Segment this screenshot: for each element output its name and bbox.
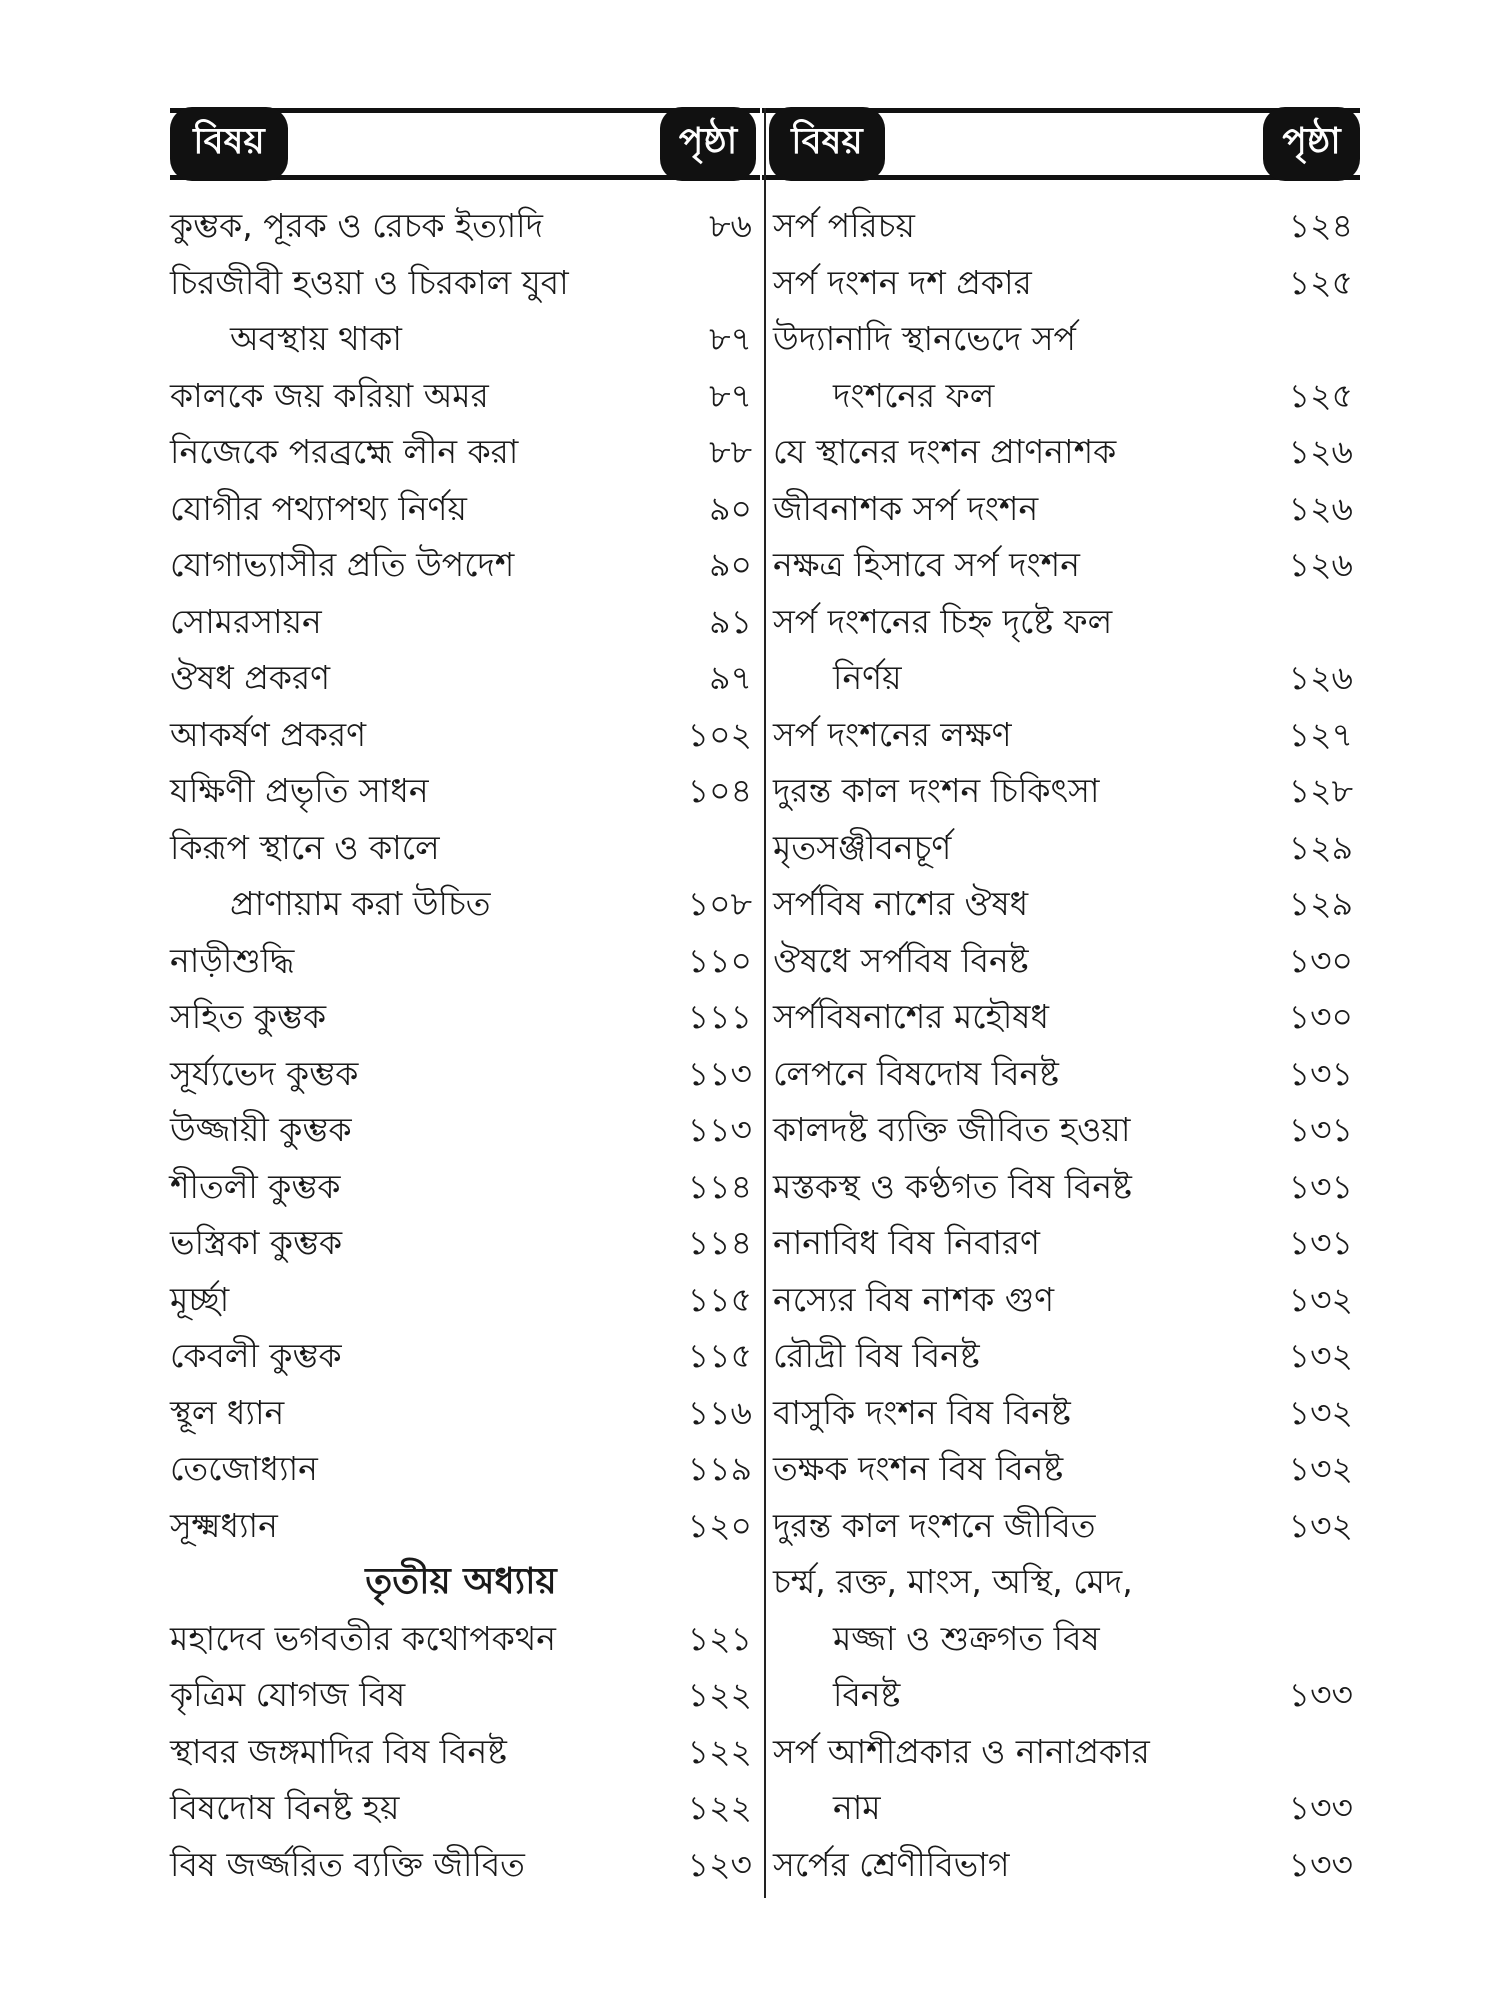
entry-title: চর্ম্ম, রক্ত, মাংস, অস্থি, মেদ, xyxy=(773,1562,1133,1602)
entry-title: যক্ষিণী প্রভৃতি সাধন xyxy=(170,771,429,811)
column-divider xyxy=(764,108,766,1898)
entry-page-number: ১৩১ xyxy=(1288,1166,1353,1206)
toc-entry xyxy=(773,652,1353,709)
toc-entry xyxy=(170,596,752,653)
entry-page-number: ১২৬ xyxy=(1288,432,1353,472)
toc-entry xyxy=(170,991,752,1048)
entry-title: নির্ণয় xyxy=(833,658,902,698)
entry-title: তেজোধ্যান xyxy=(170,1449,318,1489)
entry-page-number: ৮৮ xyxy=(709,432,752,472)
toc-entry xyxy=(170,370,752,427)
toc-entry xyxy=(170,1217,752,1274)
entry-page-number: ১০৪ xyxy=(687,771,752,811)
entry-page-number: ৯১ xyxy=(709,601,752,641)
toc-entry xyxy=(170,1048,752,1105)
toc-entry xyxy=(170,1443,752,1500)
toc-entry xyxy=(170,1161,752,1218)
entry-title: উজ্জায়ী কুম্ভক xyxy=(170,1110,352,1150)
entry-page-number: ৮৭ xyxy=(709,375,752,415)
entry-page-number: ১৩২ xyxy=(1288,1279,1353,1319)
toc-entry xyxy=(773,1782,1353,1839)
toc-entry xyxy=(773,426,1353,483)
toc-entry xyxy=(170,709,752,766)
entry-page-number: ১১৫ xyxy=(687,1279,752,1319)
header-page-left: পৃষ্ঠা xyxy=(660,107,756,181)
entry-title: নস্যের বিষ নাশক গুণ xyxy=(773,1279,1055,1319)
entry-page-number: ১৩২ xyxy=(1288,1505,1353,1545)
toc-entry xyxy=(773,1669,1353,1726)
entry-title: মহাদেব ভগবতীর কথোপকথন xyxy=(170,1618,556,1658)
toc-entry xyxy=(773,1274,1353,1331)
entry-page-number: ১২২ xyxy=(687,1788,752,1828)
toc-entry xyxy=(170,1613,752,1670)
entry-page-number: ১২৬ xyxy=(1288,658,1353,698)
toc-entry xyxy=(773,822,1353,879)
toc-entry xyxy=(773,1500,1353,1557)
toc-left-column xyxy=(170,200,752,1895)
entry-title: বিষ জর্জ্জরিত ব্যক্তি জীবিত xyxy=(170,1844,525,1884)
entry-title: নিজেকে পরব্রহ্মে লীন করা xyxy=(170,432,519,472)
entry-title: স্থাবর জঙ্গমাদির বিষ বিনষ্ট xyxy=(170,1731,507,1771)
entry-page-number: ১৩১ xyxy=(1288,1223,1353,1263)
toc-entry xyxy=(773,1048,1353,1105)
entry-title: সর্পবিষ নাশের ঔষধ xyxy=(773,884,1029,924)
toc-entry xyxy=(170,1274,752,1331)
entry-title: রৌদ্রী বিষ বিনষ্ট xyxy=(773,1336,980,1376)
toc-entry xyxy=(170,765,752,822)
toc-entry xyxy=(170,1500,752,1557)
toc-entry xyxy=(773,483,1353,540)
entry-title: তৃতীয় অধ্যায় xyxy=(365,1561,557,1603)
entry-title: মস্তকস্থ ও কণ্ঠগত বিষ বিনষ্ট xyxy=(773,1166,1132,1206)
entry-title: বাসুকি দংশন বিষ বিনষ্ট xyxy=(773,1392,1071,1432)
entry-title: সর্প দংশনের চিহ্ন দৃষ্টে ফল xyxy=(773,601,1113,641)
entry-title: ঔষধ প্রকরণ xyxy=(170,658,331,698)
entry-title: তক্ষক দংশন বিষ বিনষ্ট xyxy=(773,1449,1064,1489)
entry-title: যে স্থানের দংশন প্রাণনাশক xyxy=(773,432,1117,472)
entry-title: নাম xyxy=(833,1788,881,1828)
entry-title: নাড়ীশুদ্ধি xyxy=(170,940,295,980)
toc-entry xyxy=(170,313,752,370)
entry-title: সর্পের শ্রেণীবিভাগ xyxy=(773,1844,1010,1884)
entry-page-number: ১২৭ xyxy=(1288,714,1353,754)
toc-entry xyxy=(773,935,1353,992)
entry-page-number: ১২৪ xyxy=(1288,206,1353,246)
entry-page-number: ১২৯ xyxy=(1288,827,1353,867)
entry-title: চিরজীবী হওয়া ও চিরকাল যুবা xyxy=(170,262,569,302)
entry-page-number: ১২৬ xyxy=(1288,488,1353,528)
toc-entry xyxy=(170,878,752,935)
entry-page-number: ১২২ xyxy=(687,1675,752,1715)
entry-page-number: ১১৩ xyxy=(687,1110,752,1150)
header-subject-left: বিষয় xyxy=(170,107,288,181)
entry-title: সর্প দংশন দশ প্রকার xyxy=(773,262,1032,302)
entry-page-number: ১১৩ xyxy=(687,1053,752,1093)
toc-entry xyxy=(170,539,752,596)
entry-page-number: ১২৫ xyxy=(1288,375,1353,415)
entry-title: সর্প দংশনের লক্ষণ xyxy=(773,714,1012,754)
toc-entry xyxy=(170,822,752,879)
header-page-right: পৃষ্ঠা xyxy=(1263,107,1360,181)
entry-title: সর্প আশীপ্রকার ও নানাপ্রকার xyxy=(773,1731,1150,1771)
toc-entry xyxy=(170,200,752,257)
entry-title: বিষদোষ বিনষ্ট হয় xyxy=(170,1788,400,1828)
entry-page-number: ১৩২ xyxy=(1288,1336,1353,1376)
entry-page-number: ১০৮ xyxy=(687,884,752,924)
entry-title: ঔষধে সর্পবিষ বিনষ্ট xyxy=(773,940,1029,980)
entry-title: দুরন্ত কাল দংশন চিকিৎসা xyxy=(773,771,1100,811)
entry-page-number: ১১০ xyxy=(687,940,752,980)
toc-entry xyxy=(773,1330,1353,1387)
toc-entry xyxy=(170,1669,752,1726)
entry-title: সর্পবিষনাশের মহৌষধ xyxy=(773,997,1049,1037)
entry-title: যোগীর পথ্যাপথ্য নির্ণয় xyxy=(170,488,467,528)
entry-title: সূর্য্যভেদ কুম্ভক xyxy=(170,1053,359,1093)
toc-entry xyxy=(773,1387,1353,1444)
entry-title: লেপনে বিষদোষ বিনষ্ট xyxy=(773,1053,1059,1093)
entry-page-number: ১৩২ xyxy=(1288,1449,1353,1489)
entry-title: আকর্ষণ প্রকরণ xyxy=(170,714,367,754)
toc-entry xyxy=(773,257,1353,314)
entry-title: ভস্ত্রিকা কুম্ভক xyxy=(170,1223,343,1263)
toc-entry xyxy=(170,1387,752,1444)
entry-page-number: ১২৩ xyxy=(687,1844,752,1884)
entry-page-number: ১৩০ xyxy=(1288,940,1353,980)
entry-page-number: ১৩১ xyxy=(1288,1053,1353,1093)
entry-page-number: ১১৪ xyxy=(687,1223,752,1263)
entry-page-number: ৮৭ xyxy=(709,319,752,359)
entry-page-number: ১১১ xyxy=(687,997,752,1037)
entry-title: মূর্চ্ছা xyxy=(170,1279,230,1319)
entry-page-number: ১২০ xyxy=(687,1505,752,1545)
entry-title: প্রাণায়াম করা উচিত xyxy=(230,884,491,924)
entry-title: দুরন্ত কাল দংশনে জীবিত xyxy=(773,1505,1096,1545)
entry-title: মজ্জা ও শুক্রগত বিষ xyxy=(833,1618,1100,1658)
toc-entry xyxy=(170,1104,752,1161)
entry-title: দংশনের ফল xyxy=(833,375,995,415)
entry-page-number: ১৩০ xyxy=(1288,997,1353,1037)
entry-title: মৃতসঞ্জীবনচূর্ণ xyxy=(773,827,952,867)
toc-entry xyxy=(773,313,1353,370)
toc-entry xyxy=(773,709,1353,766)
toc-entry xyxy=(773,370,1353,427)
entry-page-number: ১৩৩ xyxy=(1288,1844,1353,1884)
entry-page-number: ১১৪ xyxy=(687,1166,752,1206)
entry-page-number: ১১৬ xyxy=(687,1392,752,1432)
entry-title: শীতলী কুম্ভক xyxy=(170,1166,341,1206)
entry-title: উদ্যানাদি স্থানভেদে সর্প xyxy=(773,319,1076,359)
header-subject-right: বিষয় xyxy=(769,107,885,181)
entry-title: বিনষ্ট xyxy=(833,1675,901,1715)
entry-title: কেবলী কুম্ভক xyxy=(170,1336,342,1376)
entry-title: নক্ষত্র হিসাবে সর্প দংশন xyxy=(773,545,1080,585)
entry-page-number: ১৩৩ xyxy=(1288,1675,1353,1715)
entry-page-number: ১২৫ xyxy=(1288,262,1353,302)
toc-entry xyxy=(773,539,1353,596)
entry-page-number: ১২৮ xyxy=(1288,771,1353,811)
entry-title: কুম্ভক, পূরক ও রেচক ইত্যাদি xyxy=(170,206,543,246)
entry-title: কৃত্রিম যোগজ বিষ xyxy=(170,1675,406,1715)
toc-entry xyxy=(773,1726,1353,1783)
entry-title: নানাবিধ বিষ নিবারণ xyxy=(773,1223,1040,1263)
entry-page-number: ১৩৩ xyxy=(1288,1788,1353,1828)
toc-entry xyxy=(170,1782,752,1839)
toc-entry xyxy=(170,935,752,992)
entry-page-number: ১৩২ xyxy=(1288,1392,1353,1432)
toc-entry xyxy=(773,1161,1353,1218)
toc-entry xyxy=(773,1613,1353,1670)
entry-title: কালদষ্ট ব্যক্তি জীবিত হওয়া xyxy=(773,1110,1131,1150)
entry-title: সোমরসায়ন xyxy=(170,601,322,641)
entry-title: যোগাভ্যাসীর প্রতি উপদেশ xyxy=(170,545,515,585)
entry-title: স্থূল ধ্যান xyxy=(170,1392,285,1432)
toc-entry xyxy=(170,1839,752,1896)
entry-title: সর্প পরিচয় xyxy=(773,206,915,246)
toc-entry xyxy=(773,596,1353,653)
toc-entry xyxy=(773,200,1353,257)
entry-page-number: ৯০ xyxy=(709,488,752,528)
entry-page-number: ১০২ xyxy=(687,714,752,754)
toc-entry xyxy=(170,1330,752,1387)
entry-page-number: ৯০ xyxy=(709,545,752,585)
toc-right-column xyxy=(773,200,1353,1895)
entry-page-number: ১২৬ xyxy=(1288,545,1353,585)
entry-page-number: ৮৬ xyxy=(709,206,752,246)
entry-page-number: ১২২ xyxy=(687,1731,752,1771)
toc-entry xyxy=(773,991,1353,1048)
entry-title: সহিত কুম্ভক xyxy=(170,997,327,1037)
toc-entry xyxy=(773,1104,1353,1161)
toc-entry xyxy=(773,765,1353,822)
toc-entry xyxy=(773,1556,1353,1613)
header-gap xyxy=(760,108,762,180)
entry-page-number: ১১৯ xyxy=(687,1449,752,1489)
entry-page-number: ১৩১ xyxy=(1288,1110,1353,1150)
toc-entry xyxy=(773,1839,1353,1896)
entry-title: অবস্থায় থাকা xyxy=(230,319,402,359)
entry-title: কিরূপ স্থানে ও কালে xyxy=(170,827,440,867)
entry-title: সূক্ষ্মধ্যান xyxy=(170,1505,278,1545)
entry-title: জীবনাশক সর্প দংশন xyxy=(773,488,1039,528)
chapter-heading xyxy=(170,1556,752,1613)
toc-entry xyxy=(170,483,752,540)
toc-entry xyxy=(170,1726,752,1783)
entry-title: কালকে জয় করিয়া অমর xyxy=(170,375,489,415)
entry-page-number: ১২৯ xyxy=(1288,884,1353,924)
entry-page-number: ১১৫ xyxy=(687,1336,752,1376)
entry-page-number: ৯৭ xyxy=(709,658,752,698)
toc-entry xyxy=(773,1443,1353,1500)
toc-entry xyxy=(170,426,752,483)
entry-page-number: ১২১ xyxy=(687,1618,752,1658)
toc-entry xyxy=(773,1217,1353,1274)
toc-entry xyxy=(773,878,1353,935)
toc-entry xyxy=(170,257,752,314)
toc-entry xyxy=(170,652,752,709)
